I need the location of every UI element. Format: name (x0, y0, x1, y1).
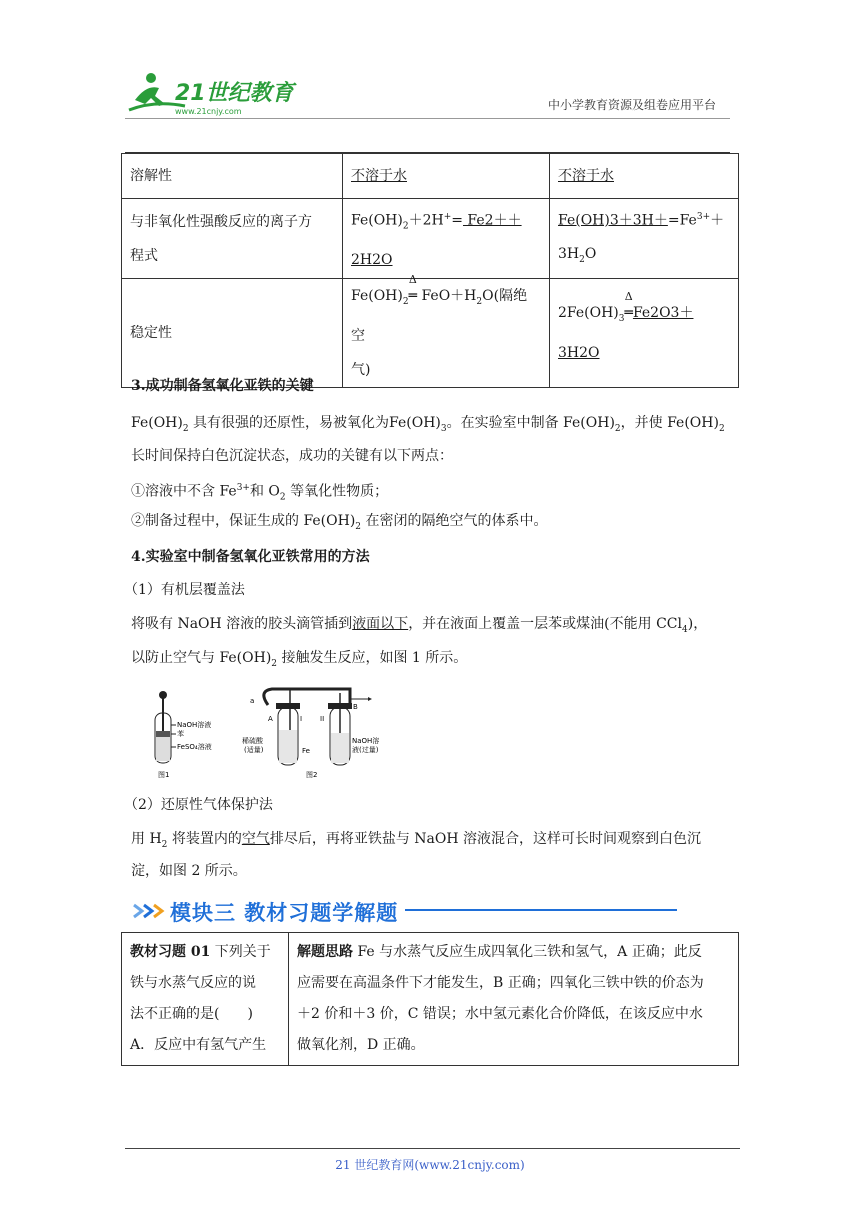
method-1-title: （1）有机层覆盖法 (124, 582, 245, 598)
logo-url: www.21cnjy.com (175, 107, 242, 116)
section-3-p2: 长时间保持白色沉淀状态，成功的关键有以下两点： (131, 448, 453, 464)
apparatus-figures (150, 685, 380, 785)
apparatus-diagram (150, 685, 380, 785)
figure-1 (155, 691, 212, 779)
table-row (122, 199, 739, 279)
site-logo (125, 70, 295, 120)
logo-text: 21世纪教育 (175, 81, 294, 106)
properties-table (121, 153, 739, 388)
fig2-caption: 图2 (306, 771, 318, 779)
method-2-p1: 用 $H_2$ 将装置内的空气排尽后，再将亚铁盐与 NaOH 溶液混合，这样可长时间观察到白色沉 (131, 831, 702, 850)
section-4-title: 4.实验室中制备氢氧化亚铁常用的方法 (131, 549, 370, 565)
exercise-table (121, 932, 739, 1066)
fig2-label-II: II (320, 715, 325, 723)
fig2-label-naoh: NaOH溶 (352, 737, 380, 745)
module-title: 模块三 教材习题学解题 (170, 901, 399, 925)
fig2-label-naoh-amount: 液(过量) (352, 746, 379, 754)
section-3-item2: ②制备过程中，保证生成的 $Fe(OH)_2$ 在密闭的隔绝空气的体系中。 (131, 513, 548, 532)
stability-feoh2: $Fe(OH)_2$ Δ ═ $FeO+H_2O$(隔绝空 气) (343, 279, 550, 388)
fig2-label-acid-amount: (适量) (244, 746, 264, 754)
section-3-p1: $Fe(OH)_2$ 具有很强的还原性，易被氧化为$Fe(OH)_3$。在实验室中制备 $Fe(OH)_2$，并使 $Fe(OH)_2$ (131, 415, 725, 434)
logo-runner-icon (125, 70, 295, 120)
footer-divider (125, 1148, 740, 1149)
acid-reaction-feoh2: $Fe(OH)_2+2H^+= Fe2++$ 2H2O (343, 199, 550, 279)
fig2-label-A: A (268, 715, 273, 723)
table-row (122, 154, 739, 199)
fig1-label-naoh: NaOH溶液 (177, 721, 212, 729)
fig1-label-benzene: 苯 (177, 730, 184, 738)
row-label-stability: 稳定性 (122, 279, 343, 388)
stability-feoh3: $2Fe(OH)_3$ Δ ═Fe2O3＋3H2O (550, 279, 739, 388)
acid-reaction-feoh3: $Fe(OH)3+3H+=Fe^{3+}+$ $3H_2O$ (550, 199, 739, 279)
fig2-label-fe: Fe (302, 747, 310, 755)
solubility-feoh2: 不溶于水 (343, 154, 550, 199)
header-platform-text: 中小学教育资源及组卷应用平台 (548, 98, 717, 112)
header-divider (125, 118, 730, 119)
section-3-item1: ①溶液中不含 $Fe^{3+}$和 $O_2$ 等氧化性物质； (131, 483, 389, 503)
fig2-label-B: B (353, 703, 358, 711)
fig1-caption: 图1 (158, 771, 170, 779)
figure-2 (242, 689, 379, 779)
exercise-answer-cell: 解题思路 Fe 与水蒸气反应生成四氧化三铁和氢气，A 正确；此反 应需要在高温条件下才能发生，B 正确；四氧化三铁中铁的价态为 ＋2 价和＋3 价，C 错误；水中氢元素化合价降低，在该反应中水 做氧化剂，D 正确。 (289, 933, 739, 1066)
module-title-rule (405, 909, 677, 911)
fig2-label-a: a (250, 697, 255, 705)
table-row (122, 933, 739, 1066)
module-chevron-icon (132, 902, 168, 924)
exercise-question-cell: 教材习题 01 下列关于 铁与水蒸气反应的说 法不正确的是( ) A．反应中有氢气产生 (122, 933, 289, 1066)
section-3-title: 3.成功制备氢氧化亚铁的关键 (131, 378, 314, 394)
method-2-title: （2）还原性气体保护法 (124, 797, 273, 813)
fig1-label-feso4: FeSO₄溶液 (177, 743, 212, 751)
method-1-p2: 以防止空气与 $Fe(OH)_2$ 接触发生反应，如图 1 所示。 (131, 650, 468, 669)
table-row (122, 279, 739, 388)
solubility-feoh3: 不溶于水 (550, 154, 739, 199)
footer-link[interactable]: 21 世纪教育网(www.21cnjy.com) (335, 1158, 525, 1172)
method-2-p2: 淀，如图 2 所示。 (131, 863, 247, 879)
method-1-p1: 将吸有 NaOH 溶液的胶头滴管插到液面以下，并在液面上覆盖一层苯或煤油(不能用 CCl$_4$)， (131, 616, 708, 635)
fig2-label-I: I (300, 715, 303, 723)
fig2-label-acid: 稀硫酸 (242, 737, 263, 745)
row-label-acid-reaction: 与非氧化性强酸反应的离子方 程式 (122, 199, 343, 279)
row-label-solubility: 溶解性 (122, 154, 343, 199)
